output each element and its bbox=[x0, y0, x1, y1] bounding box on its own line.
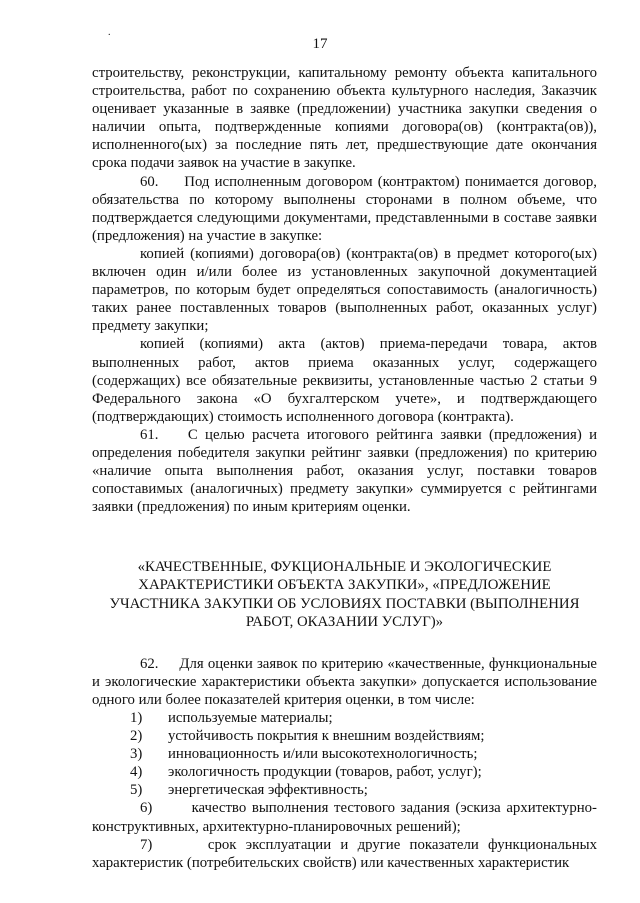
paragraph-continuation: строительству, реконструкции, капитальному ремонту объекта капитального строительства, работ по сохранению объекта культурного наследия, Заказчик оценивает указанные в заявке (предложении) участника закупки сведения о наличии опыта, подтвержденные копиями договора(ов) (контракта(ов)), исполненного(ых) за последние пять лет, предшествующие дате окончания срока подачи заявок на участие в закупке. bbox=[92, 65, 597, 172]
paragraph-contract-copies: копией (копиями) договора(ов) (контракта(ов) в предмет которого(ых) включен один и/или более из установленных закупочной документацией параметров, по которым будет определяться сопоставимость (аналогичность) таких ранее поставленных товаров (выполненных работ, оказанных услуг) предмету закупки; bbox=[92, 245, 597, 335]
list-item bbox=[92, 781, 597, 799]
list-item-number: 4) bbox=[130, 764, 143, 781]
list-item-text: инновационность и/или высокотехнологичность; bbox=[168, 746, 478, 763]
list-item-text: экологичность продукции (товаров, работ, услуг); bbox=[168, 764, 482, 781]
list-item bbox=[92, 709, 597, 727]
paragraph-62: 62. Для оценки заявок по критерию «качественные, функциональные и экологические характеристики объекта закупки» допускается использование одного или более показателей критерия оценки, в том числе: bbox=[92, 655, 597, 708]
list-item-number: 3) bbox=[130, 746, 143, 763]
list-item bbox=[92, 745, 597, 763]
list-item-number: 1) bbox=[130, 710, 143, 726]
paragraph-60: 60. Под исполненным договором (контрактом) понимается договор, обязательства по которому выполнены сторонами в полном объеме, что подтверждается следующими документами, представленными в составе заявки (предложения) на участие в закупке: bbox=[92, 173, 597, 244]
list-item-text: устойчивость покрытия к внешним воздействиям; bbox=[168, 728, 485, 745]
scan-mark: . bbox=[108, 27, 111, 38]
list-item-text: используемые материалы; bbox=[168, 710, 333, 726]
list-item bbox=[92, 763, 597, 781]
list-item-number: 2) bbox=[130, 728, 143, 745]
list-item-number: 5) bbox=[130, 782, 143, 799]
list-item-7: 7) срок эксплуатации и другие показатели функциональных характеристик (потребительских свойств) или качественных характеристик bbox=[92, 836, 597, 871]
list-item-text: энергетическая эффективность; bbox=[168, 782, 368, 799]
page-number: 17 bbox=[312, 36, 328, 52]
list-item bbox=[92, 727, 597, 745]
paragraph-61: 61. С целью расчета итогового рейтинга заявки (предложения) и определения победителя закупки рейтинг заявки (предложения) по критерию «наличие опыта выполнения работ, оказания услуг, поставки товаров сопоставимых (аналогичных) предмету закупки» суммируется с рейтингами заявки (предложения) по иным критериям оценки. bbox=[92, 426, 597, 516]
list-item-6: 6) качество выполнения тестового задания (эскиза архитектурно-конструктивных, архитектурно-планировочных решений); bbox=[92, 800, 597, 835]
paragraph-acts-copies: копией (копиями) акта (актов) приема-передачи товара, актов выполненных работ, актов приема оказанных услуг, содержащего (содержащих) все обязательные реквизиты, установленные частью 2 статьи 9 Федерального закона «О бухгалтерском учете», и подтверждающего (подтверждающих) стоимость исполненного договора (контракта). bbox=[92, 336, 597, 425]
document-body bbox=[92, 64, 597, 872]
section-heading: «КАЧЕСТВЕННЫЕ, ФУКЦИОНАЛЬНЫЕ И ЭКОЛОГИЧЕСКИЕ ХАРАКТЕРИСТИКИ ОБЪЕКТА ЗАКУПКИ», «ПРЕДЛОЖЕНИЕ УЧАСТНИКА ЗАКУПКИ ОБ УСЛОВИЯХ ПОСТАВКИ (ВЫПОЛНЕНИЯ РАБОТ, ОКАЗАНИИ УСЛУГ)» bbox=[109, 559, 580, 630]
